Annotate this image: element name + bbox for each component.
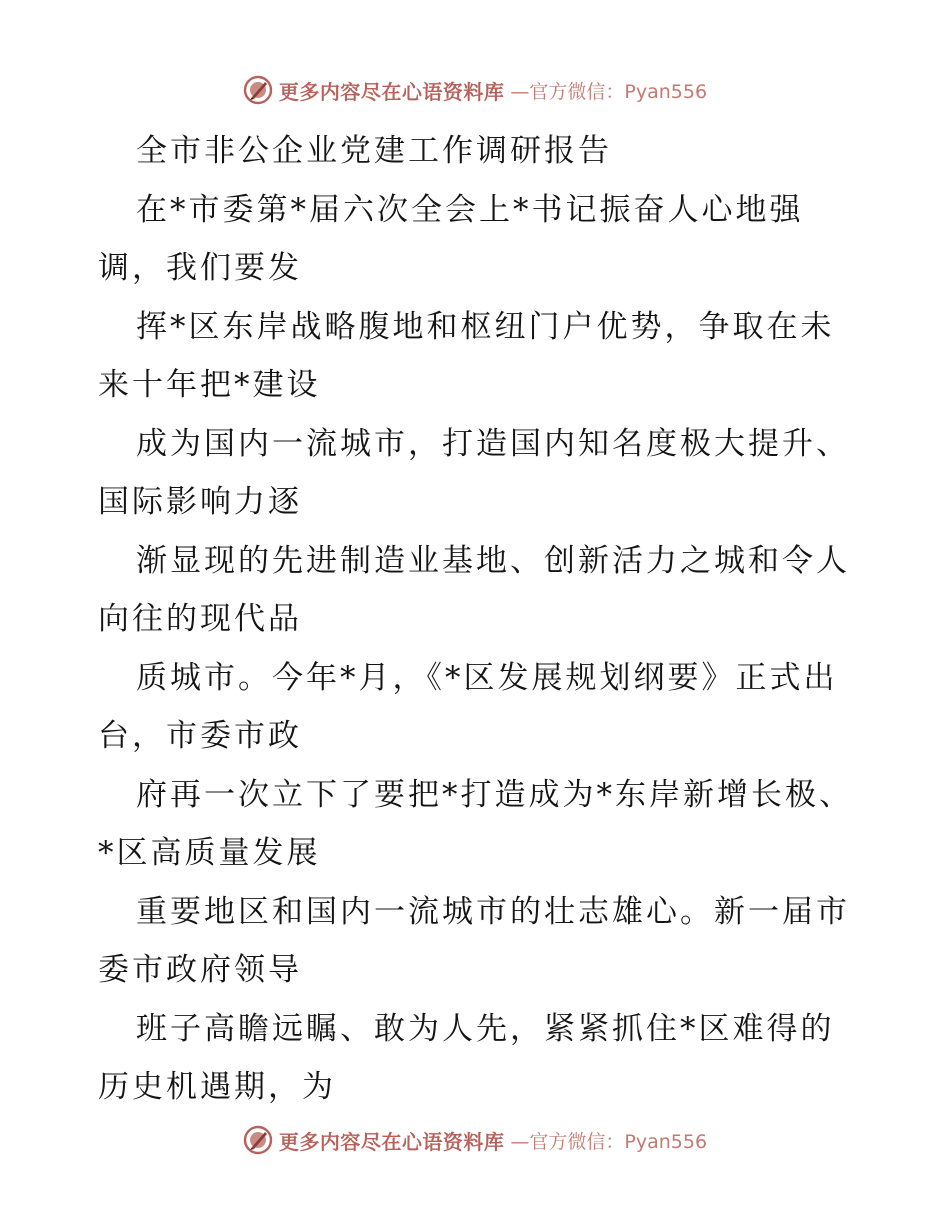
- footer-banner: [0, 1122, 950, 1158]
- paragraph-line: 质城市。今年*月，《*区发展规划纲要》正式出: [136, 659, 838, 696]
- paragraph-line: *区高质量发展: [98, 835, 321, 871]
- paragraph-line: 重要地区和国内一流城市的壮志雄心。新一届市: [136, 893, 850, 930]
- paragraph-line: 台，市委市政: [98, 718, 302, 754]
- paragraph-line: 向往的现代品: [98, 601, 302, 637]
- pen-seal-logo-icon: [243, 1125, 273, 1155]
- pen-seal-logo-icon: [243, 75, 273, 105]
- banner-brand-text: 更多内容尽在心语资料库: [278, 79, 505, 104]
- paragraph-line: 渐显现的先进制造业基地、创新活力之城和令人: [136, 542, 850, 579]
- banner-contact-text: —官方微信：Pyan556: [510, 1130, 708, 1153]
- paragraph-line: 委市政府领导: [98, 952, 302, 988]
- paragraph-line: 来十年把*建设: [98, 367, 321, 403]
- paragraph-line: 国际影响力逐: [98, 484, 302, 520]
- paragraph-line: 调，我们要发: [98, 250, 302, 286]
- document-title: 全市非公企业党建工作调研报告: [136, 133, 612, 169]
- paragraph-line: 历史机遇期，为: [98, 1069, 336, 1105]
- paragraph-line: 挥*区东岸战略腹地和枢纽门户优势，争取在未: [136, 308, 835, 345]
- header-banner: [0, 72, 950, 108]
- paragraph-line: 在*市委第*届六次全会上*书记振奋人心地强: [136, 191, 804, 228]
- paragraph-line: 府再一次立下了要把*打造成为*东岸新增长极、: [136, 776, 853, 813]
- banner-contact-text: —官方微信：Pyan556: [510, 80, 708, 103]
- banner-brand-text: 更多内容尽在心语资料库: [278, 1129, 505, 1154]
- paragraph-line: 成为国内一流城市，打造国内知名度极大提升、: [136, 425, 850, 462]
- paragraph-line: 班子高瞻远瞩、敢为人先，紧紧抓住*区难得的: [136, 1010, 835, 1047]
- document-body: [98, 122, 878, 1117]
